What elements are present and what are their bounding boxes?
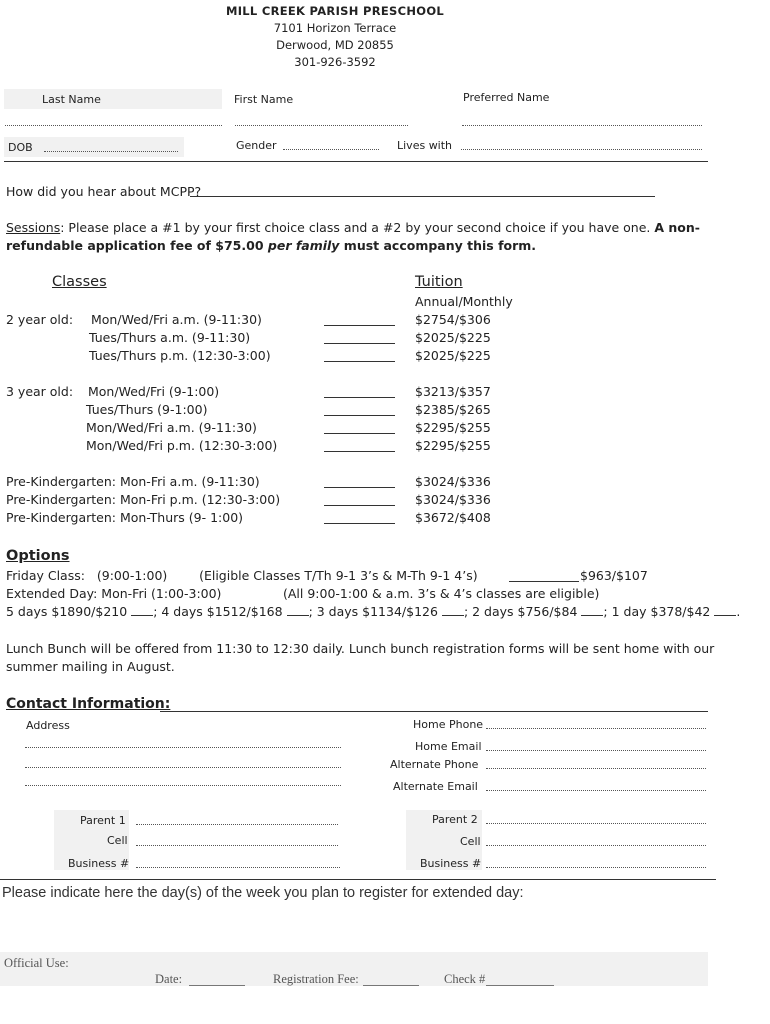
choice-blank[interactable]: [324, 451, 395, 452]
choice-blank[interactable]: [324, 523, 395, 524]
preferred-name-field[interactable]: [462, 125, 702, 126]
days-option: 5 days $1890/$210: [6, 604, 128, 619]
parent1-label: Parent 1: [80, 814, 126, 827]
class-price: $2025/$225: [415, 348, 491, 363]
options-heading: Options: [6, 548, 70, 564]
address-label: Address: [26, 719, 70, 732]
class-price: $3672/$408: [415, 510, 491, 525]
lives-with-label: Lives with: [397, 139, 453, 152]
home-email-field[interactable]: [486, 750, 706, 751]
class-price: $2754/$306: [415, 312, 491, 327]
class-name: Tues/Thurs (9-1:00): [86, 402, 208, 417]
days-blank[interactable]: [287, 615, 309, 616]
days-blank[interactable]: [131, 615, 153, 616]
last-name-label: Last Name: [42, 93, 101, 106]
sessions-accompany: must accompany this form.: [339, 238, 537, 253]
official-check-label: Check #: [444, 972, 486, 986]
extended-days-options: 5 days $1890/$210 ; 4 days $1512/$168 ; 3 days $1134/$126 ; 2 days $756/$84 ; 1 day $378/$42 .: [6, 604, 741, 619]
lives-with-field[interactable]: [461, 149, 702, 150]
days-blank[interactable]: [714, 615, 736, 616]
choice-blank[interactable]: [324, 433, 395, 434]
last-name-field[interactable]: [5, 125, 222, 126]
class-name: Tues/Thurs a.m. (9-11:30): [89, 330, 251, 345]
home-email-label: Home Email: [415, 740, 482, 753]
choice-blank[interactable]: [324, 487, 395, 488]
business1-label: Business #: [68, 857, 130, 870]
three-year-label: 3 year old:: [6, 384, 74, 399]
choice-blank[interactable]: [324, 361, 395, 362]
cell1-label: Cell: [107, 834, 128, 847]
two-year-label: 2 year old:: [6, 312, 74, 327]
class-price: $2025/$225: [415, 330, 491, 345]
friday-class: Friday Class: (9:00-1:00) (Eligible Classes T/Th 9-1 3’s & M-Th 9-1 4’s): [6, 568, 478, 583]
contact-divider: [160, 711, 708, 712]
parent2-label: Parent 2: [432, 813, 478, 826]
class-name: Mon/Wed/Fri a.m. (9-11:30): [91, 312, 262, 327]
alt-phone-label: Alternate Phone: [390, 758, 479, 771]
hear-about-field[interactable]: [190, 196, 655, 197]
business2-field[interactable]: [486, 867, 706, 868]
first-name-field[interactable]: [235, 125, 408, 126]
first-name-label: First Name: [234, 93, 294, 106]
class-name: Pre-Kindergarten: Mon-Fri a.m. (9-11:30): [6, 474, 260, 489]
official-use-label: Official Use:: [4, 956, 69, 970]
business1-field[interactable]: [136, 867, 340, 868]
address-line-3[interactable]: [25, 785, 341, 786]
class-price: $2295/$255: [415, 438, 491, 453]
choice-blank[interactable]: [324, 343, 395, 344]
extended-days-prompt: Please indicate here the day(s) of the week you plan to register for extended day:: [2, 885, 524, 901]
alt-email-label: Alternate Email: [393, 780, 478, 793]
school-city: Derwood, MD 20855: [276, 38, 394, 52]
tuition-sub: Annual/Monthly: [415, 294, 513, 309]
preferred-name-label: Preferred Name: [463, 91, 550, 104]
days-option: 2 days $756/$84: [472, 604, 578, 619]
days-blank[interactable]: [442, 615, 464, 616]
friday-price: $963/$107: [580, 568, 648, 583]
class-name: Pre-Kindergarten: Mon-Thurs (9- 1:00): [6, 510, 244, 525]
school-phone: 301-926-3592: [294, 55, 376, 69]
days-option: 3 days $1134/$126: [316, 604, 438, 619]
class-price: $2295/$255: [415, 420, 491, 435]
school-street: 7101 Horizon Terrace: [273, 21, 397, 35]
official-check-field[interactable]: [486, 985, 554, 986]
sessions-text: : Please place a #1 by your first choice class and a #2 by your second choice if you have one.: [60, 220, 655, 235]
days-option: 4 days $1512/$168: [161, 604, 283, 619]
parent1-field[interactable]: [136, 824, 338, 825]
alt-phone-field[interactable]: [486, 768, 706, 769]
class-name: Mon/Wed/Fri p.m. (12:30-3:00): [86, 438, 278, 453]
school-name: MILL CREEK PARISH PRESCHOOL: [225, 4, 445, 18]
choice-blank[interactable]: [324, 505, 395, 506]
gender-field[interactable]: [283, 149, 379, 150]
contact-bottom-divider: [0, 879, 716, 880]
cell1-field[interactable]: [136, 845, 338, 846]
choice-blank[interactable]: [324, 397, 395, 398]
parent2-field[interactable]: [486, 823, 706, 824]
home-phone-field[interactable]: [486, 728, 706, 729]
official-date-label: Date:: [155, 972, 183, 986]
friday-choice-blank[interactable]: [509, 581, 579, 582]
business2-label: Business #: [420, 857, 482, 870]
contact-heading: Contact Information:: [6, 696, 171, 712]
alt-email-field[interactable]: [486, 790, 706, 791]
hear-about-label: How did you hear about MCPP?: [6, 184, 202, 199]
cell2-field[interactable]: [486, 845, 706, 846]
address-line-2[interactable]: [25, 767, 341, 768]
class-price: $3024/$336: [415, 474, 491, 489]
official-fee-field[interactable]: [363, 985, 419, 986]
classes-heading: Classes: [52, 274, 107, 290]
address-line-1[interactable]: [25, 747, 341, 748]
official-date-field[interactable]: [189, 985, 245, 986]
official-fee-label: Registration Fee:: [273, 972, 359, 986]
gender-label: Gender: [236, 139, 277, 152]
sessions-per-family: per family: [267, 238, 340, 253]
dob-field[interactable]: [44, 151, 178, 152]
tuition-heading: Tuition: [415, 274, 463, 290]
extended-day: Extended Day: Mon-Fri (1:00-3:00): [6, 586, 222, 601]
sessions-fee-text: A non-refundable application fee of $75.00: [6, 220, 700, 253]
class-price: $3024/$336: [415, 492, 491, 507]
sessions-label: Sessions: [6, 220, 61, 235]
choice-blank[interactable]: [324, 325, 395, 326]
extended-note: (All 9:00-1:00 & a.m. 3’s & 4’s classes are eligible): [283, 586, 600, 601]
class-name: Mon/Wed/Fri (9-1:00): [88, 384, 220, 399]
divider: [4, 161, 708, 162]
lunch-bunch-text: Lunch Bunch will be offered from 11:30 to 12:30 daily. Lunch bunch registration forms will be sent home with our summer mailing in August.: [6, 641, 715, 674]
days-blank[interactable]: [581, 615, 603, 616]
cell2-label: Cell: [460, 835, 481, 848]
dob-label: DOB: [8, 141, 33, 154]
choice-blank[interactable]: [324, 415, 395, 416]
class-name: Pre-Kindergarten: Mon-Fri p.m. (12:30-3:00): [6, 492, 281, 507]
home-phone-label: Home Phone: [413, 718, 484, 731]
class-price: $3213/$357: [415, 384, 491, 399]
class-price: $2385/$265: [415, 402, 491, 417]
class-name: Mon/Wed/Fri a.m. (9-11:30): [86, 420, 257, 435]
days-option: 1 day $378/$42: [611, 604, 711, 619]
sessions-paragraph: [6, 219, 722, 255]
class-name: Tues/Thurs p.m. (12:30-3:00): [89, 348, 271, 363]
